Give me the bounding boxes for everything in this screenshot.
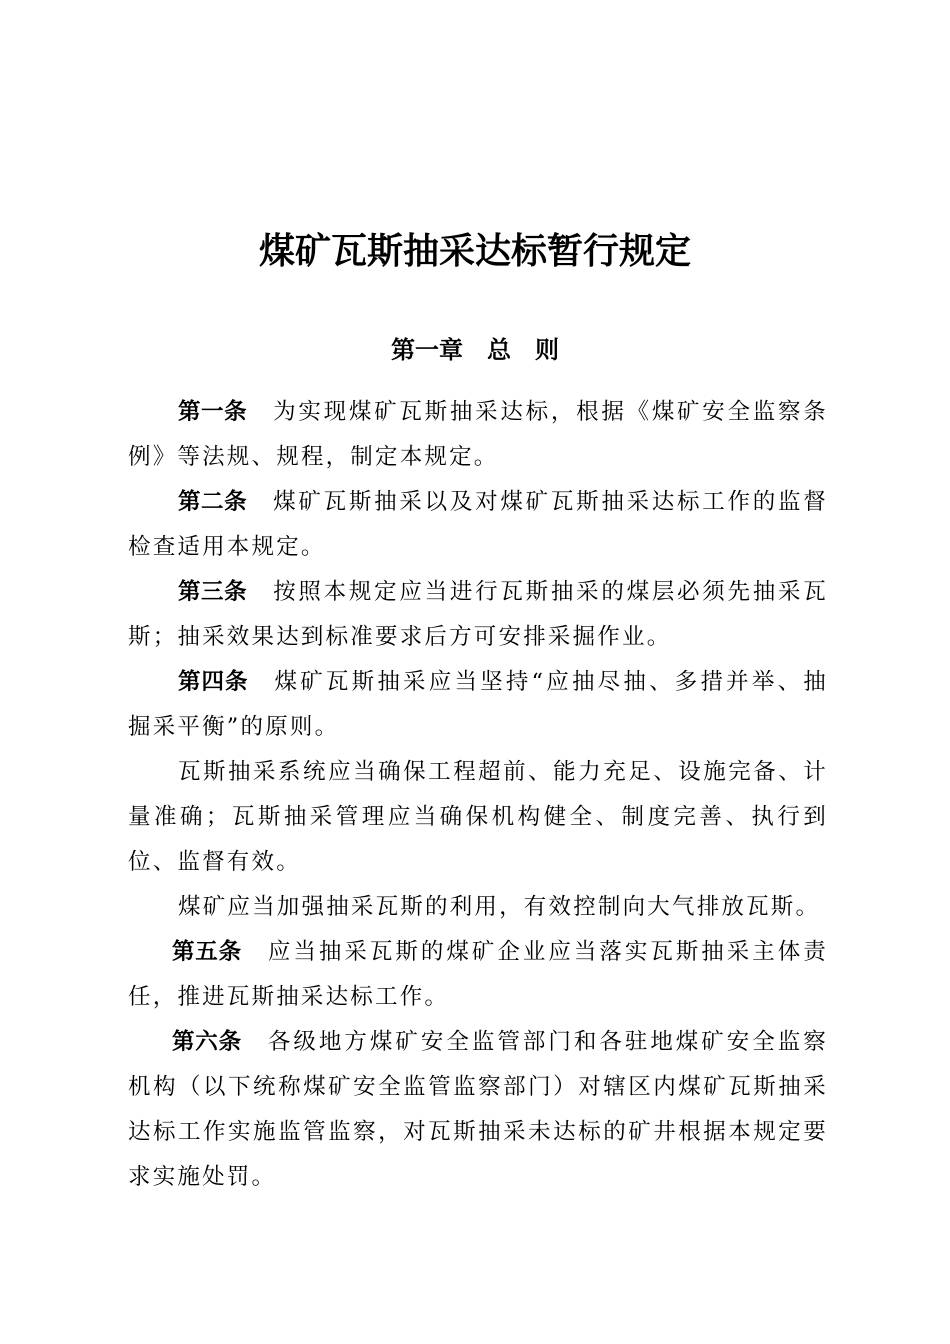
article-3 — [128, 570, 828, 660]
article-text: 煤矿瓦斯抽采应当坚持“应抽尽抽、多措并举、抽掘采平衡”的原则。 — [128, 669, 828, 740]
article-2 — [128, 480, 828, 570]
article-6 — [128, 1020, 828, 1200]
article-text: 各级地方煤矿安全监管部门和各驻地煤矿安全监察机构（以下统称煤矿安全监管监察部门）对辖区内煤矿瓦斯抽采达标工作实施监管监察，对瓦斯抽采未达标的矿井根据本规定要求实施处罚。 — [128, 1029, 828, 1190]
paragraph-text: 瓦斯抽采系统应当确保工程超前、能力充足、设施完备、计量准确；瓦斯抽采管理应当确保机构健全、制度完善、执行到位、监督有效。 — [128, 759, 828, 875]
article-4-paragraph-2 — [128, 750, 828, 885]
paragraph-text: 煤矿应当加强抽采瓦斯的利用，有效控制向大气排放瓦斯。 — [178, 894, 821, 920]
chapter-title: 第一章 总 则 — [391, 336, 559, 364]
article-label: 第三条 — [178, 579, 248, 605]
article-text: 应当抽采瓦斯的煤矿企业应当落实瓦斯抽采主体责任，推进瓦斯抽采达标工作。 — [128, 939, 828, 1010]
article-label: 第六条 — [172, 1029, 242, 1055]
document-title: 煤矿瓦斯抽采达标暂行规定 — [258, 231, 691, 272]
article-5 — [128, 930, 828, 1020]
article-text: 为实现煤矿瓦斯抽采达标，根据《煤矿安全监察条例》等法规、规程，制定本规定。 — [128, 399, 828, 470]
article-label: 第四条 — [178, 669, 249, 695]
article-1 — [128, 390, 828, 480]
document-body — [128, 390, 828, 1200]
article-label: 第一条 — [178, 399, 248, 425]
article-text: 煤矿瓦斯抽采以及对煤矿瓦斯抽采达标工作的监督检查适用本规定。 — [128, 489, 828, 560]
article-label: 第二条 — [178, 489, 248, 515]
article-text: 按照本规定应当进行瓦斯抽采的煤层必须先抽采瓦斯；抽采效果达到标准要求后方可安排采掘作业。 — [128, 579, 828, 650]
article-label: 第五条 — [172, 939, 242, 965]
article-4 — [128, 660, 828, 750]
article-4-paragraph-3 — [128, 885, 828, 930]
